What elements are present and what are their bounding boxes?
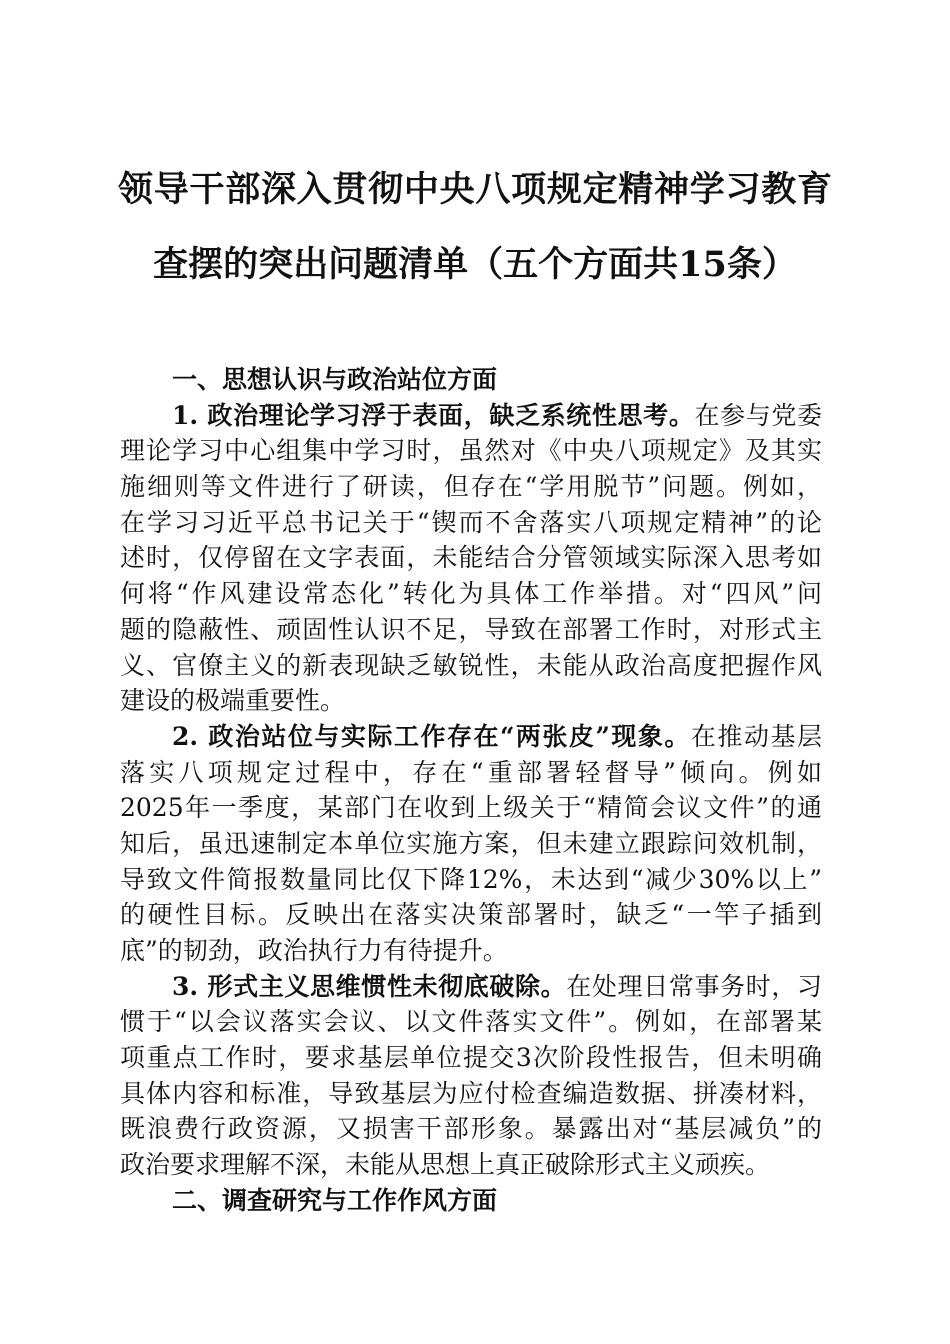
- paragraph-line: 政治要求理解不深，未能从思想上真正破除形式主义顽疾。: [120, 1150, 771, 1180]
- item-text: 在推动基层: [690, 721, 822, 751]
- paragraph-line: 在学习习近平总书记关于“锲而不舍落实八项规定精神”的论: [120, 507, 822, 537]
- section-heading: 二、调查研究与工作作风方面: [172, 1185, 498, 1215]
- paragraph-line: 惯于“以会议落实会议、以文件落实文件”。例如，在部署某: [120, 1007, 822, 1037]
- item-text: 在参与党委: [694, 400, 822, 430]
- section-heading: 一、思想认识与政治站位方面: [172, 365, 498, 394]
- paragraph-line: 何将“作风建设常态化”转化为具体工作举措。对“四风”问: [120, 579, 822, 609]
- paragraph-line: 落实八项规定过程中，存在“重部署轻督导”倾向。例如: [120, 757, 822, 787]
- paragraph-line: [120, 969, 822, 1005]
- paragraph-line: [120, 719, 822, 755]
- paragraph-line: 2025年一季度，某部门在收到上级关于“精简会议文件”的通: [120, 793, 822, 823]
- paragraph-line: 建设的极端重要性。: [120, 686, 346, 716]
- item-text: 在处理日常事务时，习: [566, 971, 822, 1001]
- item-lead-sentence: 2. 政治站位与实际工作存在“两张皮”现象。: [172, 721, 691, 751]
- paragraph-line: 底”的韧劲，政治执行力有待提升。: [120, 936, 508, 965]
- paragraph-line: 题的隐蔽性、顽固性认识不足，导致在部署工作时，对形式主: [120, 614, 822, 644]
- paragraph-line: 理论学习中心组集中学习时，虽然对《中央八项规定》及其实: [120, 436, 822, 466]
- paragraph-line: 施细则等文件进行了研读，但存在“学用脱节”问题。例如，: [120, 472, 822, 502]
- paragraph-line: 的硬性目标。反映出在落实决策部署时，缺乏“一竿子插到: [120, 900, 822, 930]
- title-line-2: 查摆的突出问题清单（五个方面共15条）: [153, 244, 797, 285]
- title-line-1: 领导干部深入贯彻中央八项规定精神学习教育: [118, 169, 832, 210]
- document-title: [118, 152, 832, 302]
- paragraph-line: 义、官僚主义的新表现缺乏敏锐性，未能从政治高度把握作风: [120, 650, 822, 680]
- paragraph-line: 既浪费行政资源，又损害干部形象。暴露出对“基层减负”的: [120, 1114, 822, 1144]
- item-lead-sentence: 3. 形式主义思维惯性未彻底破除。: [172, 971, 567, 1001]
- paragraph-line: 述时，仅停留在文字表面，未能结合分管领域实际深入思考如: [120, 543, 822, 573]
- item-lead-sentence: 1. 政治理论学习浮于表面，缺乏系统性思考。: [172, 400, 695, 430]
- paragraph-line: [120, 398, 822, 434]
- document-body: [120, 362, 822, 1219]
- paragraph-line: 项重点工作时，要求基层单位提交3次阶段性报告，但未明确: [120, 1043, 822, 1073]
- paragraph-line: 具体内容和标准，导致基层为应付检查编造数据、拼凑材料，: [120, 1078, 822, 1108]
- paragraph-line: 导致文件简报数量同比仅下降12%，未达到“减少30%以上”: [120, 864, 822, 894]
- paragraph-line: 知后，虽迅速制定本单位实施方案，但未建立跟踪问效机制，: [120, 828, 822, 858]
